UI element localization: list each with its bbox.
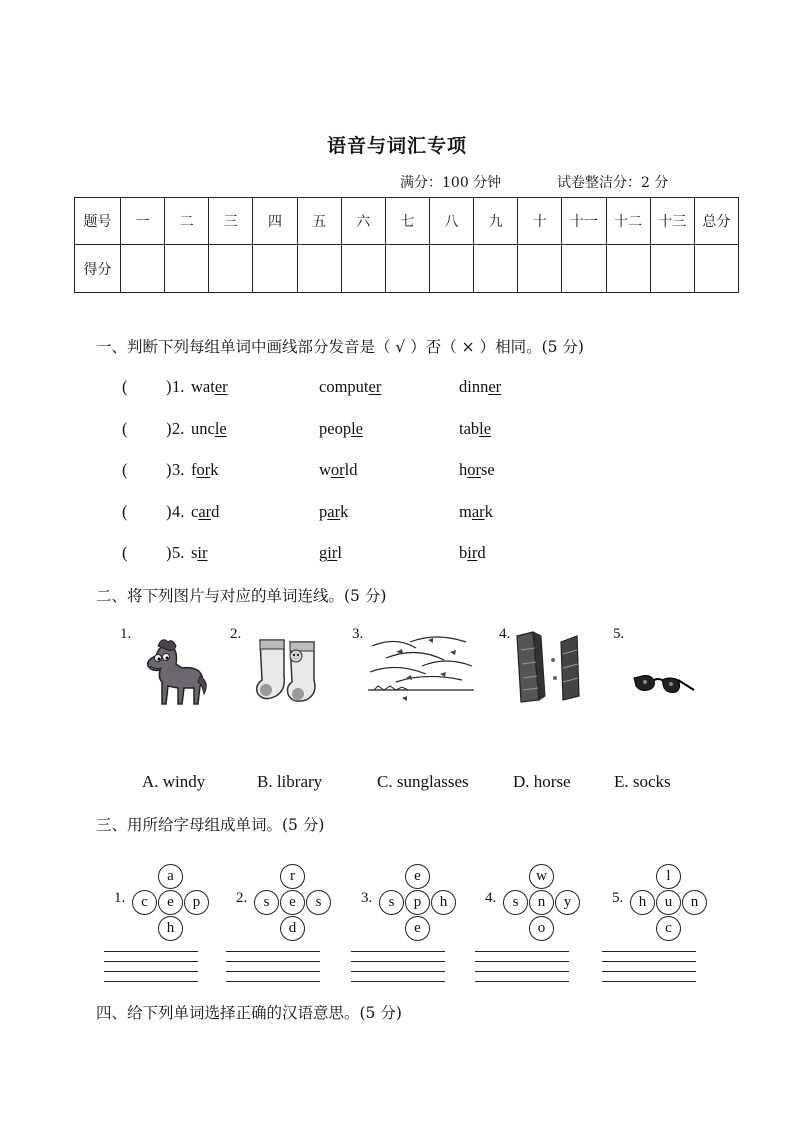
score-table (74, 197, 739, 293)
answer-bracket-close: ) (166, 543, 172, 562)
flower-number: 2. (236, 890, 248, 906)
letter-flower (377, 862, 459, 940)
option-a: A. windy (142, 772, 206, 791)
score-cell[interactable] (253, 245, 297, 293)
picture-3-number: 3. (352, 626, 364, 642)
word-3: mark (459, 502, 493, 521)
word-2: computer (319, 377, 382, 396)
picture-4-number: 4. (499, 626, 511, 642)
letter-petal-bottom: d (280, 916, 305, 941)
letter-petal-center: e (158, 890, 183, 915)
flower-number: 3. (361, 890, 373, 906)
writing-line[interactable] (602, 981, 696, 982)
sunglasses-picture[interactable] (632, 668, 698, 702)
writing-line[interactable] (104, 971, 198, 972)
word-3: bird (459, 543, 486, 562)
writing-line[interactable] (226, 971, 320, 972)
score-label: 得分 (75, 245, 121, 293)
letter-petal-right: p (184, 890, 209, 915)
question-column-header: 十 (518, 198, 562, 245)
score-cell[interactable] (209, 245, 253, 293)
writing-line[interactable] (226, 961, 320, 962)
question-column-header: 二 (165, 198, 209, 245)
letter-petal-left: s (379, 890, 404, 915)
question-column-header: 八 (429, 198, 473, 245)
word-3: dinner (459, 377, 502, 396)
writing-line[interactable] (226, 951, 320, 952)
score-cell[interactable] (606, 245, 650, 293)
flower-number: 5. (612, 890, 624, 906)
writing-line[interactable] (351, 981, 445, 982)
neatness-score-text: 试卷整洁分：2 分 (557, 175, 669, 191)
letter-petal-right: y (555, 890, 580, 915)
question-column-header: 九 (474, 198, 518, 245)
writing-line[interactable] (351, 951, 445, 952)
word-1: uncle (191, 419, 227, 438)
question-column-header: 十三 (650, 198, 694, 245)
letter-petal-right: h (431, 890, 456, 915)
writing-line[interactable] (104, 981, 198, 982)
letter-petal-right: s (306, 890, 331, 915)
letter-petal-left: s (254, 890, 279, 915)
total-label: 总分 (694, 198, 738, 245)
score-cell[interactable] (341, 245, 385, 293)
letter-petal-center: n (529, 890, 554, 915)
writing-line[interactable] (104, 951, 198, 952)
windy-picture[interactable] (366, 632, 476, 704)
letter-flower (501, 862, 583, 940)
answer-bracket-close: ) (166, 460, 172, 479)
horse-picture[interactable] (138, 632, 210, 708)
picture-2-number: 2. (230, 626, 242, 642)
option-e: E. socks (614, 772, 671, 791)
word-2: world (319, 460, 358, 479)
letter-petal-top: e (405, 864, 430, 889)
letter-petal-top: r (280, 864, 305, 889)
score-cell[interactable] (121, 245, 165, 293)
option-c: C. sunglasses (377, 772, 469, 791)
question-column-header: 十一 (562, 198, 606, 245)
writing-line[interactable] (351, 961, 445, 962)
word-1: water (191, 377, 228, 396)
question-column-header: 七 (385, 198, 429, 245)
answer-bracket-open[interactable]: ( (122, 502, 128, 521)
letter-petal-center: e (280, 890, 305, 915)
question-number: 3. (172, 460, 185, 479)
question-column-header: 十二 (606, 198, 650, 245)
letter-petal-center: p (405, 890, 430, 915)
answer-bracket-open[interactable]: ( (122, 460, 128, 479)
score-cell[interactable] (165, 245, 209, 293)
word-3: table (459, 419, 492, 438)
section-1-heading: 一、判断下列每组单词中画线部分发音是（ √ ）否（ × ）相同。(5 分) (96, 338, 584, 356)
flower-number: 4. (485, 890, 497, 906)
letter-petal-left: c (132, 890, 157, 915)
library-picture[interactable] (513, 630, 583, 704)
question-number: 4. (172, 502, 185, 521)
answer-bracket-open[interactable]: ( (122, 543, 128, 562)
writing-line[interactable] (475, 971, 569, 972)
score-cell[interactable] (562, 245, 606, 293)
score-cell[interactable] (518, 245, 562, 293)
option-b: B. library (257, 772, 323, 791)
word-2: girl (319, 543, 342, 562)
score-cell[interactable] (650, 245, 694, 293)
question-number-label: 题号 (75, 198, 121, 245)
score-cell[interactable] (297, 245, 341, 293)
question-number: 5. (172, 543, 185, 562)
question-number: 2. (172, 419, 185, 438)
question-column-header: 六 (341, 198, 385, 245)
letter-petal-bottom: e (405, 916, 430, 941)
section-2-heading: 二、将下列图片与对应的单词连线。(5 分) (96, 587, 387, 605)
section-3-heading: 三、用所给字母组成单词。(5 分) (96, 816, 325, 834)
writing-line[interactable] (475, 951, 569, 952)
answer-bracket-close: ) (166, 419, 172, 438)
writing-line[interactable] (104, 961, 198, 962)
picture-1-number: 1. (120, 626, 132, 642)
letter-petal-left: h (630, 890, 655, 915)
option-d: D. horse (513, 772, 571, 791)
answer-bracket-close: ) (166, 502, 172, 521)
word-2: people (319, 419, 363, 438)
score-cell[interactable] (385, 245, 429, 293)
question-column-header: 三 (209, 198, 253, 245)
letter-petal-top: l (656, 864, 681, 889)
flower-number: 1. (114, 890, 126, 906)
full-marks-text: 满分：100 分钟 (400, 175, 502, 191)
answer-bracket-open[interactable]: ( (122, 419, 128, 438)
socks-picture[interactable] (252, 632, 328, 706)
letter-petal-right: n (682, 890, 707, 915)
word-1: card (191, 502, 220, 521)
page-title: 语音与词汇专项 (326, 135, 467, 157)
letter-petal-center: u (656, 890, 681, 915)
letter-petal-top: a (158, 864, 183, 889)
letter-flower (130, 862, 212, 940)
writing-line[interactable] (475, 981, 569, 982)
question-column-header: 五 (297, 198, 341, 245)
answer-bracket-close: ) (166, 377, 172, 396)
question-number: 1. (172, 377, 185, 396)
word-3: horse (459, 460, 495, 479)
writing-line[interactable] (602, 961, 696, 962)
writing-line[interactable] (602, 951, 696, 952)
word-2: park (319, 502, 349, 521)
score-cell[interactable] (474, 245, 518, 293)
question-column-header: 一 (121, 198, 165, 245)
letter-petal-bottom: c (656, 916, 681, 941)
section-4-heading: 四、给下列单词选择正确的汉语意思。(5 分) (96, 1004, 402, 1022)
question-column-header: 四 (253, 198, 297, 245)
letter-petal-top: w (529, 864, 554, 889)
word-1: fork (191, 460, 219, 479)
score-cell[interactable] (694, 245, 738, 293)
word-1: sir (191, 543, 208, 562)
letter-petal-bottom: o (529, 916, 554, 941)
writing-line[interactable] (351, 971, 445, 972)
letter-petal-left: s (503, 890, 528, 915)
score-cell[interactable] (429, 245, 473, 293)
picture-5-number: 5. (613, 626, 625, 642)
letter-petal-bottom: h (158, 916, 183, 941)
writing-line[interactable] (226, 981, 320, 982)
writing-line[interactable] (602, 971, 696, 972)
answer-bracket-open[interactable]: ( (122, 377, 128, 396)
writing-line[interactable] (475, 961, 569, 962)
letter-flower (628, 862, 710, 940)
letter-flower (252, 862, 334, 940)
